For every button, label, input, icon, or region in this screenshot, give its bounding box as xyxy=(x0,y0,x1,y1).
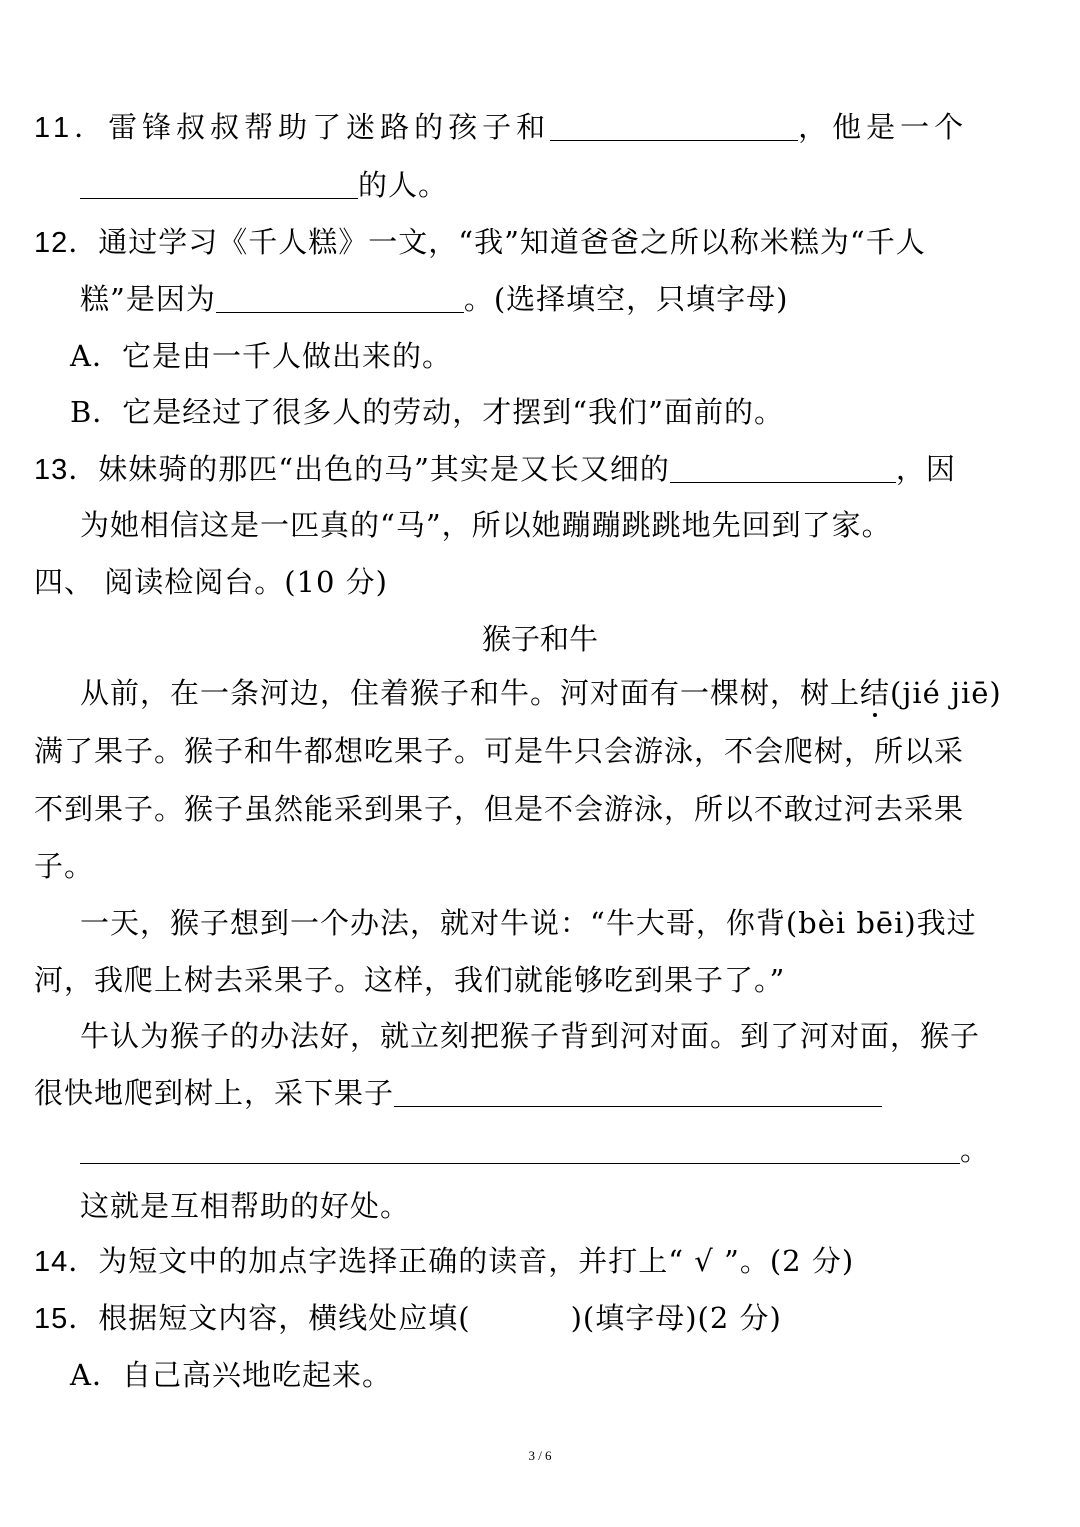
question-text: )(填字母)(2 分) xyxy=(570,1301,782,1335)
question-text: 为短文中的加点字选择正确的读音，并打上“ √ ”。(2 分) xyxy=(98,1244,855,1278)
passage-line: 一天，猴子想到一个办法，就对牛说：“牛大哥，你背(bèi bēi)我过 xyxy=(80,906,977,940)
question-13-line-2: 为她相信这是一匹真的“马”，所以她蹦蹦跳跳地先回到了家。 xyxy=(80,508,892,542)
passage-line: 河，我爬上树去采果子。这样，我们就能够吃到果子了。” xyxy=(34,963,786,997)
question-text: 根据短文内容，横线处应填( xyxy=(98,1301,471,1335)
question-14 xyxy=(34,1241,854,1282)
question-text: 。(选择填空，只填字母) xyxy=(463,282,789,316)
passage-text: 。 xyxy=(960,1133,991,1167)
answer-blank[interactable] xyxy=(216,282,464,313)
question-text: 糕”是因为 xyxy=(80,282,216,316)
passage-line xyxy=(34,1073,882,1113)
question-text: ，因 xyxy=(895,452,956,486)
question-text: ，他是一个 xyxy=(798,110,969,144)
question-number: 12． xyxy=(34,227,99,259)
page-number: 3 / 6 xyxy=(528,1448,552,1463)
answer-blank[interactable] xyxy=(550,110,798,141)
question-text: 妹妹骑的那匹“出色的马”其实是又长又细的 xyxy=(98,452,670,486)
question-13-line-1 xyxy=(34,449,956,490)
question-12-line-1 xyxy=(34,222,926,263)
question-12-option-b: B．它是经过了很多人的劳动，才摆到“我们”面前的。 xyxy=(70,395,784,429)
question-12-option-a: A．它是由一千人做出来的。 xyxy=(70,339,452,373)
question-number: 14． xyxy=(34,1246,99,1278)
passage-line: 不到果子。猴子虽然能采到果子，但是不会游泳，所以不敢过河去采果 xyxy=(34,792,965,826)
passage-line: 满了果子。猴子和牛都想吃果子。可是牛只会游泳，不会爬树，所以采 xyxy=(34,734,965,768)
passage-line: 这就是互相帮助的好处。 xyxy=(80,1189,411,1223)
question-15-option-a: A．自己高兴地吃起来。 xyxy=(70,1358,392,1392)
answer-blank[interactable] xyxy=(80,168,358,199)
pinyin-options: (jié jiē) xyxy=(890,676,1002,710)
passage-line: 子。 xyxy=(34,849,95,883)
question-number: 13． xyxy=(34,454,99,486)
question-11-line-2 xyxy=(80,165,448,205)
passage-text: 很快地爬到树上，采下果子 xyxy=(34,1076,395,1110)
answer-blank[interactable] xyxy=(80,1133,960,1164)
question-15 xyxy=(34,1298,782,1339)
question-12-line-2 xyxy=(80,279,788,319)
passage-line xyxy=(80,1130,990,1170)
passage-title: 猴子和牛 xyxy=(481,622,598,656)
passage-line: 牛认为猴子的办法好，就立刻把猴子背到河对面。到了河对面，猴子 xyxy=(80,1019,981,1053)
answer-blank[interactable] xyxy=(670,452,896,483)
question-text: 的人。 xyxy=(358,168,449,202)
question-text: 通过学习《千人糕》一文，“我”知道爸爸之所以称米糕为“千人 xyxy=(98,225,926,259)
question-text: 雷锋叔叔帮助了迷路的孩子和 xyxy=(108,110,551,144)
question-11-line-1 xyxy=(34,107,968,148)
question-number: 15． xyxy=(34,1303,99,1335)
passage-line xyxy=(80,673,1002,713)
passage-text: 从前，在一条河边，住着猴子和牛。河对面有一棵树，树上 xyxy=(80,676,861,710)
dotted-character: 结 xyxy=(860,673,890,713)
answer-blank[interactable] xyxy=(394,1076,882,1107)
question-number: 11． xyxy=(34,112,109,144)
section-heading: 四、 阅读检阅台。(10 分) xyxy=(34,565,388,599)
